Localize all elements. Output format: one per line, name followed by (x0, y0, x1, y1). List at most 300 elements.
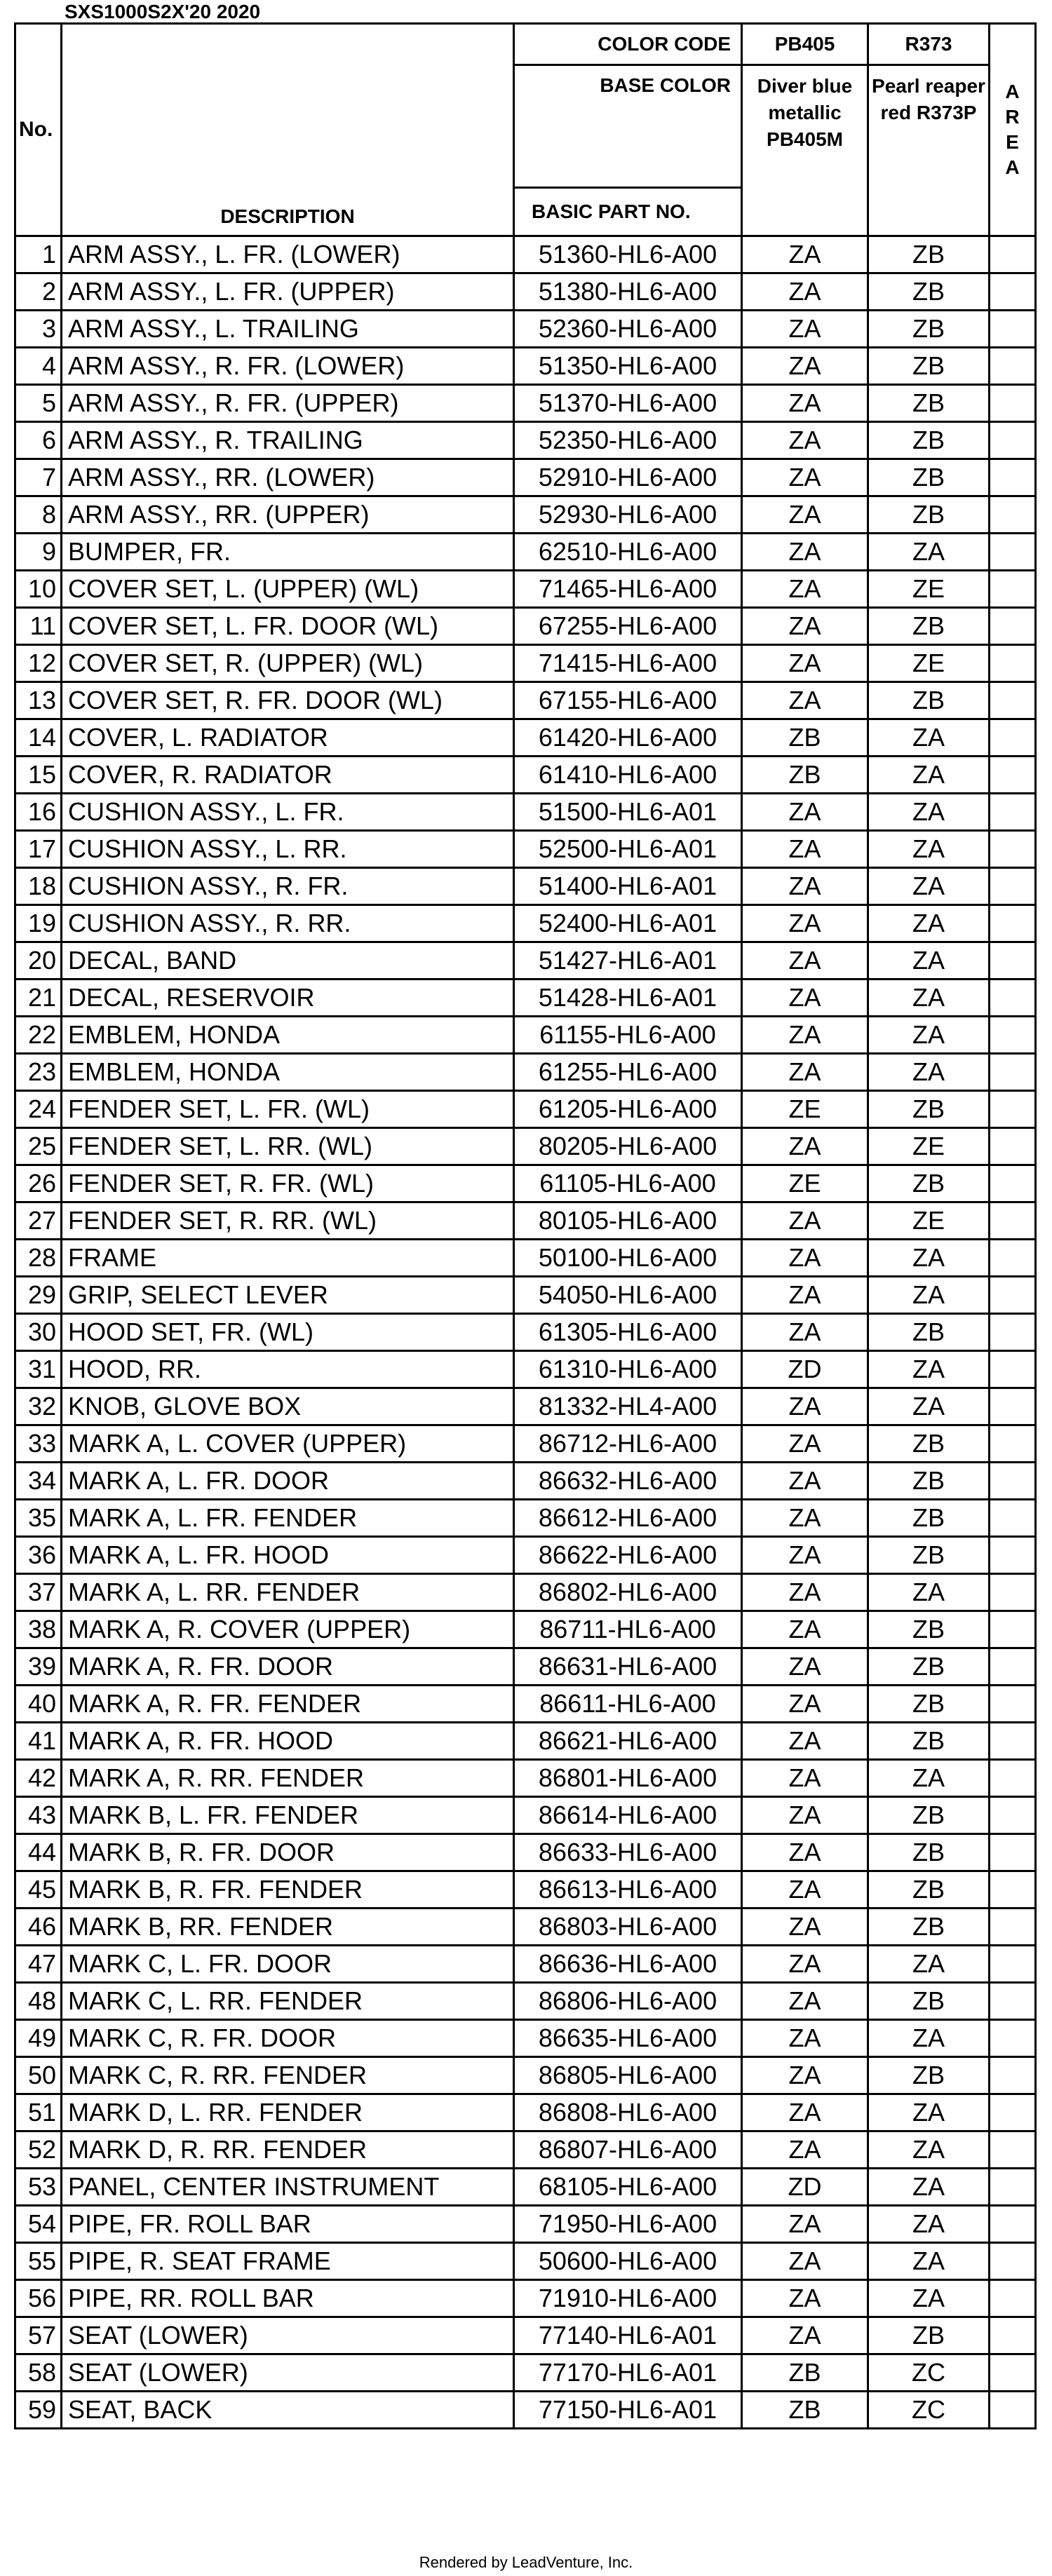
part-description: FENDER SET, L. FR. (WL) (62, 1091, 514, 1128)
color-code-r373-cell: ZB (868, 1686, 990, 1723)
row-number: 10 (15, 571, 62, 608)
color-name-pb405: Diver blue metallic PB405M (742, 65, 868, 236)
part-description: COVER, L. RADIATOR (62, 719, 514, 757)
table-row (15, 311, 1036, 348)
row-number: 45 (15, 1871, 62, 1909)
area-cell (990, 1648, 1036, 1686)
table-row (15, 1017, 1036, 1054)
color-code-r373-cell: ZB (868, 1537, 990, 1574)
basic-part-number: 61105-HL6-A00 (514, 1165, 742, 1202)
part-description: MARK C, L. FR. DOOR (62, 1946, 514, 1983)
header-row-color-code (15, 24, 1036, 65)
row-number: 46 (15, 1909, 62, 1946)
color-code-r373-cell: ZC (868, 2392, 990, 2429)
row-number: 1 (15, 236, 62, 273)
color-code-pb405-cell: ZA (742, 311, 868, 348)
table-row (15, 2131, 1036, 2169)
document-title: SXS1000S2X'20 2020 (65, 1, 261, 22)
area-cell (990, 2169, 1036, 2206)
basic-part-number: 61410-HL6-A00 (514, 757, 742, 794)
part-description: COVER SET, R. (UPPER) (WL) (62, 645, 514, 682)
area-cell (990, 868, 1036, 905)
color-code-r373-cell: ZA (868, 1351, 990, 1388)
color-code-r373-cell: ZA (868, 2094, 990, 2131)
row-number: 41 (15, 1723, 62, 1760)
table-row (15, 1425, 1036, 1463)
basic-part-number: 86631-HL6-A00 (514, 1648, 742, 1686)
color-code-pb405-cell: ZD (742, 2169, 868, 2206)
row-number: 15 (15, 757, 62, 794)
table-row (15, 1611, 1036, 1648)
color-code-pb405-cell: ZB (742, 2354, 868, 2392)
row-number: 3 (15, 311, 62, 348)
area-cell (990, 496, 1036, 534)
row-number: 33 (15, 1425, 62, 1463)
part-description: MARK D, L. RR. FENDER (62, 2094, 514, 2131)
color-code-pb405-cell: ZA (742, 1760, 868, 1797)
color-code-r373-cell: ZB (868, 459, 990, 496)
color-code-pb405-cell: ZB (742, 757, 868, 794)
basic-part-number: 86712-HL6-A00 (514, 1425, 742, 1463)
row-number: 24 (15, 1091, 62, 1128)
color-code-r373-cell: ZA (868, 1760, 990, 1797)
table-row (15, 1537, 1036, 1574)
row-number: 29 (15, 1277, 62, 1314)
row-number: 49 (15, 2020, 62, 2057)
basic-part-number: 77170-HL6-A01 (514, 2354, 742, 2392)
table-row (15, 1723, 1036, 1760)
row-number: 54 (15, 2206, 62, 2243)
basic-part-number: 86614-HL6-A00 (514, 1797, 742, 1834)
color-code-pb405: PB405 (742, 24, 868, 65)
part-description: ARM ASSY., L. TRAILING (62, 311, 514, 348)
row-number: 7 (15, 459, 62, 496)
color-code-r373-cell: ZB (868, 1091, 990, 1128)
area-cell (990, 273, 1036, 311)
basic-part-number: 86635-HL6-A00 (514, 2020, 742, 2057)
row-number: 52 (15, 2131, 62, 2169)
color-code-pb405-cell: ZA (742, 682, 868, 719)
color-code-r373-cell: ZA (868, 1017, 990, 1054)
area-cell (990, 2243, 1036, 2280)
row-number: 17 (15, 831, 62, 868)
part-description: CUSHION ASSY., R. RR. (62, 905, 514, 942)
color-code-pb405-cell: ZA (742, 1686, 868, 1723)
area-cell (990, 1017, 1036, 1054)
area-cell (990, 2131, 1036, 2169)
color-code-r373-cell: ZA (868, 2169, 990, 2206)
row-number: 55 (15, 2243, 62, 2280)
area-cell (990, 2094, 1036, 2131)
row-number: 25 (15, 1128, 62, 1165)
area-label: A R E A (1005, 81, 1020, 178)
color-code-pb405-cell: ZE (742, 1165, 868, 1202)
basic-part-number: 86806-HL6-A00 (514, 1983, 742, 2020)
color-code-pb405-cell: ZA (742, 273, 868, 311)
color-code-r373-cell: ZA (868, 1946, 990, 1983)
basic-part-number: 61155-HL6-A00 (514, 1017, 742, 1054)
part-description: ARM ASSY., R. FR. (LOWER) (62, 348, 514, 385)
area-cell (990, 236, 1036, 273)
part-description: MARK C, R. FR. DOOR (62, 2020, 514, 2057)
part-description: MARK A, R. RR. FENDER (62, 1760, 514, 1797)
color-code-pb405-cell: ZA (742, 1017, 868, 1054)
area-cell (990, 348, 1036, 385)
color-code-r373-cell: ZC (868, 2354, 990, 2392)
color-code-r373-cell: ZB (868, 273, 990, 311)
basic-part-number: 86802-HL6-A00 (514, 1574, 742, 1611)
basic-part-number: 67155-HL6-A00 (514, 682, 742, 719)
table-row (15, 1351, 1036, 1388)
table-row (15, 1054, 1036, 1091)
row-number: 37 (15, 1574, 62, 1611)
area-cell (990, 645, 1036, 682)
color-code-r373-cell: ZB (868, 1871, 990, 1909)
part-description: MARK A, R. FR. DOOR (62, 1648, 514, 1686)
color-code-r373-cell: ZA (868, 979, 990, 1017)
row-number: 38 (15, 1611, 62, 1648)
footer-credit: Rendered by LeadVenture, Inc. (419, 2554, 633, 2571)
table-row (15, 2354, 1036, 2392)
area-cell (990, 1240, 1036, 1277)
color-code-r373: R373 (868, 24, 990, 65)
color-code-r373-cell: ZA (868, 1054, 990, 1091)
table-row (15, 905, 1036, 942)
area-cell (990, 1797, 1036, 1834)
row-number: 9 (15, 534, 62, 571)
row-number: 59 (15, 2392, 62, 2429)
part-description: COVER SET, L. (UPPER) (WL) (62, 571, 514, 608)
color-code-r373-cell: ZB (868, 311, 990, 348)
area-cell (990, 1388, 1036, 1425)
part-description: COVER SET, R. FR. DOOR (WL) (62, 682, 514, 719)
row-number: 8 (15, 496, 62, 534)
basic-part-number: 86803-HL6-A00 (514, 1909, 742, 1946)
basic-part-number: 81332-HL4-A00 (514, 1388, 742, 1425)
color-code-r373-cell: ZA (868, 2020, 990, 2057)
part-description: COVER, R. RADIATOR (62, 757, 514, 794)
basic-part-number: 86633-HL6-A00 (514, 1834, 742, 1871)
area-cell (990, 1425, 1036, 1463)
part-description: ARM ASSY., RR. (UPPER) (62, 496, 514, 534)
area-cell (990, 311, 1036, 348)
color-code-r373-cell: ZA (868, 1240, 990, 1277)
area-cell (990, 1202, 1036, 1240)
row-number: 42 (15, 1760, 62, 1797)
basic-part-number: 68105-HL6-A00 (514, 2169, 742, 2206)
row-number: 12 (15, 645, 62, 682)
area-cell (990, 942, 1036, 979)
row-number: 56 (15, 2280, 62, 2317)
color-code-r373-cell: ZB (868, 1797, 990, 1834)
area-cell (990, 831, 1036, 868)
part-description: EMBLEM, HONDA (62, 1017, 514, 1054)
part-description: MARK B, R. FR. FENDER (62, 1871, 514, 1909)
table-row (15, 571, 1036, 608)
part-description: ARM ASSY., R. FR. (UPPER) (62, 385, 514, 422)
basic-part-number: 86801-HL6-A00 (514, 1760, 742, 1797)
basic-part-number: 67255-HL6-A00 (514, 608, 742, 645)
color-code-pb405-cell: ZA (742, 979, 868, 1017)
color-code-r373-cell: ZB (868, 2317, 990, 2354)
row-number: 4 (15, 348, 62, 385)
area-cell (990, 1723, 1036, 1760)
color-code-pb405-cell: ZA (742, 1500, 868, 1537)
color-code-pb405-cell: ZA (742, 1611, 868, 1648)
color-code-r373-cell: ZA (868, 905, 990, 942)
color-code-pb405-cell: ZA (742, 534, 868, 571)
table-row (15, 1277, 1036, 1314)
table-row (15, 1760, 1036, 1797)
table-row (15, 1648, 1036, 1686)
table-row (15, 1463, 1036, 1500)
row-number: 26 (15, 1165, 62, 1202)
color-code-r373-cell: ZB (868, 1314, 990, 1351)
color-code-r373-cell: ZA (868, 2243, 990, 2280)
area-cell (990, 1128, 1036, 1165)
part-description: ARM ASSY., RR. (LOWER) (62, 459, 514, 496)
table-row (15, 348, 1036, 385)
color-code-pb405-cell: ZB (742, 719, 868, 757)
area-cell (990, 794, 1036, 831)
color-code-pb405-cell: ZA (742, 2020, 868, 2057)
row-number: 27 (15, 1202, 62, 1240)
color-code-r373-cell: ZB (868, 1834, 990, 1871)
table-row (15, 2317, 1036, 2354)
part-description: ARM ASSY., R. TRAILING (62, 422, 514, 459)
table-row (15, 534, 1036, 571)
row-number: 21 (15, 979, 62, 1017)
table-row (15, 868, 1036, 905)
color-code-pb405-cell: ZA (742, 2057, 868, 2094)
color-code-pb405-cell: ZA (742, 2094, 868, 2131)
color-code-pb405-cell: ZD (742, 1351, 868, 1388)
area-cell (990, 571, 1036, 608)
table-row (15, 2392, 1036, 2429)
color-parts-table (14, 22, 1037, 2429)
part-description: DECAL, RESERVOIR (62, 979, 514, 1017)
color-code-pb405-cell: ZA (742, 496, 868, 534)
table-row (15, 942, 1036, 979)
part-description: MARK A, R. COVER (UPPER) (62, 1611, 514, 1648)
basic-part-number: 50600-HL6-A00 (514, 2243, 742, 2280)
color-code-r373-cell: ZB (868, 1500, 990, 1537)
area-cell (990, 608, 1036, 645)
part-description: MARK B, RR. FENDER (62, 1909, 514, 1946)
part-description: MARK C, L. RR. FENDER (62, 1983, 514, 2020)
basic-part-number: 71950-HL6-A00 (514, 2206, 742, 2243)
part-description: KNOB, GLOVE BOX (62, 1388, 514, 1425)
part-description: DECAL, BAND (62, 942, 514, 979)
table-row (15, 459, 1036, 496)
color-code-r373-cell: ZB (868, 2057, 990, 2094)
color-code-r373-cell: ZB (868, 1723, 990, 1760)
color-code-pb405-cell: ZA (742, 1946, 868, 1983)
color-code-pb405-cell: ZA (742, 2243, 868, 2280)
row-number: 40 (15, 1686, 62, 1723)
part-description: HOOD, RR. (62, 1351, 514, 1388)
table-row (15, 2094, 1036, 2131)
part-description: PIPE, RR. ROLL BAR (62, 2280, 514, 2317)
basic-part-no-header: BASIC PART NO. (514, 188, 742, 236)
color-code-r373-cell: ZB (868, 348, 990, 385)
part-description: MARK A, L. RR. FENDER (62, 1574, 514, 1611)
color-code-pb405-cell: ZA (742, 236, 868, 273)
basic-part-number: 71465-HL6-A00 (514, 571, 742, 608)
description-header-spacer (62, 24, 514, 188)
color-code-pb405-cell: ZA (742, 942, 868, 979)
color-code-r373-cell: ZB (868, 1165, 990, 1202)
color-code-r373-cell: ZE (868, 1128, 990, 1165)
basic-part-number: 77140-HL6-A01 (514, 2317, 742, 2354)
row-number: 53 (15, 2169, 62, 2206)
row-number: 23 (15, 1054, 62, 1091)
area-cell (990, 1351, 1036, 1388)
color-code-pb405-cell: ZA (742, 459, 868, 496)
area-cell (990, 1834, 1036, 1871)
color-code-r373-cell: ZB (868, 1425, 990, 1463)
basic-part-number: 61305-HL6-A00 (514, 1314, 742, 1351)
table-row (15, 1946, 1036, 1983)
row-number: 11 (15, 608, 62, 645)
color-code-r373-cell: ZB (868, 1648, 990, 1686)
row-number: 30 (15, 1314, 62, 1351)
color-code-pb405-cell: ZA (742, 1054, 868, 1091)
table-row (15, 236, 1036, 273)
table-row (15, 1240, 1036, 1277)
area-cell (990, 1909, 1036, 1946)
table-row (15, 1574, 1036, 1611)
table-row (15, 2206, 1036, 2243)
basic-part-number: 61255-HL6-A00 (514, 1054, 742, 1091)
part-description: SEAT, BACK (62, 2392, 514, 2429)
table-row (15, 273, 1036, 311)
basic-part-number: 86632-HL6-A00 (514, 1463, 742, 1500)
part-description: FRAME (62, 1240, 514, 1277)
part-description: MARK B, L. FR. FENDER (62, 1797, 514, 1834)
basic-part-number: 86611-HL6-A00 (514, 1686, 742, 1723)
basic-part-number: 52400-HL6-A01 (514, 905, 742, 942)
color-code-r373-cell: ZB (868, 682, 990, 719)
part-description: FENDER SET, L. RR. (WL) (62, 1128, 514, 1165)
part-description: SEAT (LOWER) (62, 2317, 514, 2354)
area-cell (990, 2020, 1036, 2057)
color-code-r373-cell: ZB (868, 385, 990, 422)
row-number: 19 (15, 905, 62, 942)
basic-part-number: 86613-HL6-A00 (514, 1871, 742, 1909)
part-description: MARK A, L. COVER (UPPER) (62, 1425, 514, 1463)
area-cell (990, 1054, 1036, 1091)
table-row (15, 1091, 1036, 1128)
part-description: MARK A, R. FR. FENDER (62, 1686, 514, 1723)
part-description: MARK A, L. FR. DOOR (62, 1463, 514, 1500)
table-row (15, 1871, 1036, 1909)
area-cell (990, 534, 1036, 571)
row-number: 22 (15, 1017, 62, 1054)
basic-part-number: 51400-HL6-A01 (514, 868, 742, 905)
area-cell (990, 719, 1036, 757)
color-code-pb405-cell: ZA (742, 1723, 868, 1760)
color-code-pb405-cell: ZA (742, 905, 868, 942)
area-cell (990, 1946, 1036, 1983)
color-code-r373-cell: ZE (868, 571, 990, 608)
color-code-label: COLOR CODE (514, 24, 742, 65)
basic-part-number: 51370-HL6-A00 (514, 385, 742, 422)
color-code-r373-cell: ZB (868, 496, 990, 534)
basic-part-number: 52930-HL6-A00 (514, 496, 742, 534)
color-code-r373-cell: ZA (868, 719, 990, 757)
color-code-r373-cell: ZB (868, 1611, 990, 1648)
row-number: 57 (15, 2317, 62, 2354)
area-cell (990, 1277, 1036, 1314)
area-cell (990, 422, 1036, 459)
basic-part-number: 51360-HL6-A00 (514, 236, 742, 273)
basic-part-number: 51427-HL6-A01 (514, 942, 742, 979)
color-code-pb405-cell: ZA (742, 608, 868, 645)
color-code-pb405-cell: ZE (742, 1091, 868, 1128)
base-color-label: BASE COLOR (514, 65, 742, 188)
color-code-r373-cell: ZA (868, 1277, 990, 1314)
color-code-pb405-cell: ZA (742, 1277, 868, 1314)
basic-part-number: 50100-HL6-A00 (514, 1240, 742, 1277)
row-number: 13 (15, 682, 62, 719)
basic-part-number: 86636-HL6-A00 (514, 1946, 742, 1983)
part-description: GRIP, SELECT LEVER (62, 1277, 514, 1314)
table-row (15, 608, 1036, 645)
part-description: MARK C, R. RR. FENDER (62, 2057, 514, 2094)
color-code-pb405-cell: ZA (742, 1983, 868, 2020)
row-number: 39 (15, 1648, 62, 1686)
basic-part-number: 51380-HL6-A00 (514, 273, 742, 311)
part-description: HOOD SET, FR. (WL) (62, 1314, 514, 1351)
table-row (15, 794, 1036, 831)
area-cell (990, 1760, 1036, 1797)
row-number: 16 (15, 794, 62, 831)
color-code-pb405-cell: ZA (742, 422, 868, 459)
area-cell (990, 2057, 1036, 2094)
basic-part-number: 51350-HL6-A00 (514, 348, 742, 385)
color-code-r373-cell: ZA (868, 2206, 990, 2243)
table-row (15, 1128, 1036, 1165)
basic-part-number: 51428-HL6-A01 (514, 979, 742, 1017)
basic-part-number: 61420-HL6-A00 (514, 719, 742, 757)
color-code-r373-cell: ZA (868, 868, 990, 905)
area-cell (990, 1537, 1036, 1574)
table-row (15, 385, 1036, 422)
part-description: PANEL, CENTER INSTRUMENT (62, 2169, 514, 2206)
row-number: 6 (15, 422, 62, 459)
row-number: 48 (15, 1983, 62, 2020)
color-code-pb405-cell: ZA (742, 1834, 868, 1871)
color-code-pb405-cell: ZA (742, 1797, 868, 1834)
area-cell (990, 385, 1036, 422)
part-description: EMBLEM, HONDA (62, 1054, 514, 1091)
color-code-pb405-cell: ZA (742, 348, 868, 385)
part-description: MARK A, L. FR. FENDER (62, 1500, 514, 1537)
area-cell (990, 1165, 1036, 1202)
row-number: 43 (15, 1797, 62, 1834)
basic-part-number: 86621-HL6-A00 (514, 1723, 742, 1760)
color-code-pb405-cell: ZA (742, 831, 868, 868)
color-code-pb405-cell: ZA (742, 1463, 868, 1500)
color-code-pb405-cell: ZA (742, 1240, 868, 1277)
row-number: 31 (15, 1351, 62, 1388)
area-cell (990, 979, 1036, 1017)
table-row (15, 979, 1036, 1017)
basic-part-number: 86807-HL6-A00 (514, 2131, 742, 2169)
row-number: 28 (15, 1240, 62, 1277)
table-row (15, 2057, 1036, 2094)
